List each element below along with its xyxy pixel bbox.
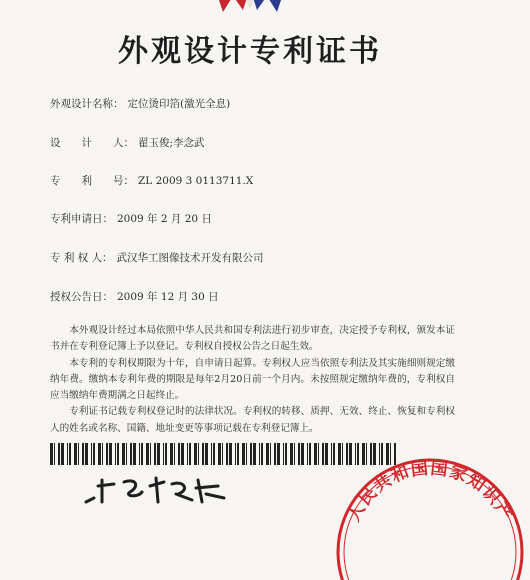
certificate-emblem-icon <box>205 0 295 18</box>
field-value: 2009 年 12 月 30 日 <box>117 291 219 303</box>
official-seal <box>330 440 530 580</box>
field-label: 专 利 权 人： <box>50 252 113 264</box>
field-value: ZL 2009 3 0113711.X <box>138 175 254 187</box>
field-label: 授权公告日： <box>50 291 113 303</box>
field-value: 2009 年 2 月 20 日 <box>117 213 212 225</box>
certificate-body <box>50 323 455 437</box>
body-paragraph: 本专利的专利权期限为十年，自申请日起算。专利权人应当依照专利法及其实施细则规定缴纳年费。缴纳本专利年费的期限是每年2月20日前一个月内。未按照规定缴纳年费的，专利权自应当缴纳年费期满之日起终止。 <box>50 357 455 402</box>
seal-text: 人民共和国国家知识产 <box>343 458 517 526</box>
field-label: 设 计 人： <box>50 137 134 149</box>
field-patent-number <box>50 173 253 188</box>
field-label: 专 利 号： <box>50 175 134 187</box>
certificate-title: 外观设计专利证书 <box>118 34 382 69</box>
field-grant-date <box>50 289 219 304</box>
body-paragraph: 专利证书记载专利权登记时的法律状况。专利权的转移、质押、无效、终止、恢复和专利权人的姓名或名称、国籍、地址变更等事项记载在专利登记簿上。 <box>50 406 455 434</box>
field-value: 翟玉俊;李念武 <box>138 137 205 149</box>
field-value: 定位烫印箔(激光全息) <box>127 98 231 110</box>
field-designer <box>50 135 205 150</box>
body-paragraph: 本外观设计经过本局依照中华人民共和国专利法进行初步审查，决定授予专利权，颁发本证书并在专利登记簿上予以登记。专利权自授权公告之日起生效。 <box>50 325 455 353</box>
field-label: 外观设计名称： <box>50 98 124 110</box>
field-label: 专利申请日： <box>50 213 113 225</box>
signature-icon <box>80 472 230 504</box>
svg-text:人民共和国国家知识产 <box>344 459 517 525</box>
field-application-date <box>50 211 212 226</box>
field-patentee <box>50 250 264 265</box>
field-design-name <box>50 96 230 111</box>
field-value: 武汉华工图像技术开发有限公司 <box>116 252 264 264</box>
